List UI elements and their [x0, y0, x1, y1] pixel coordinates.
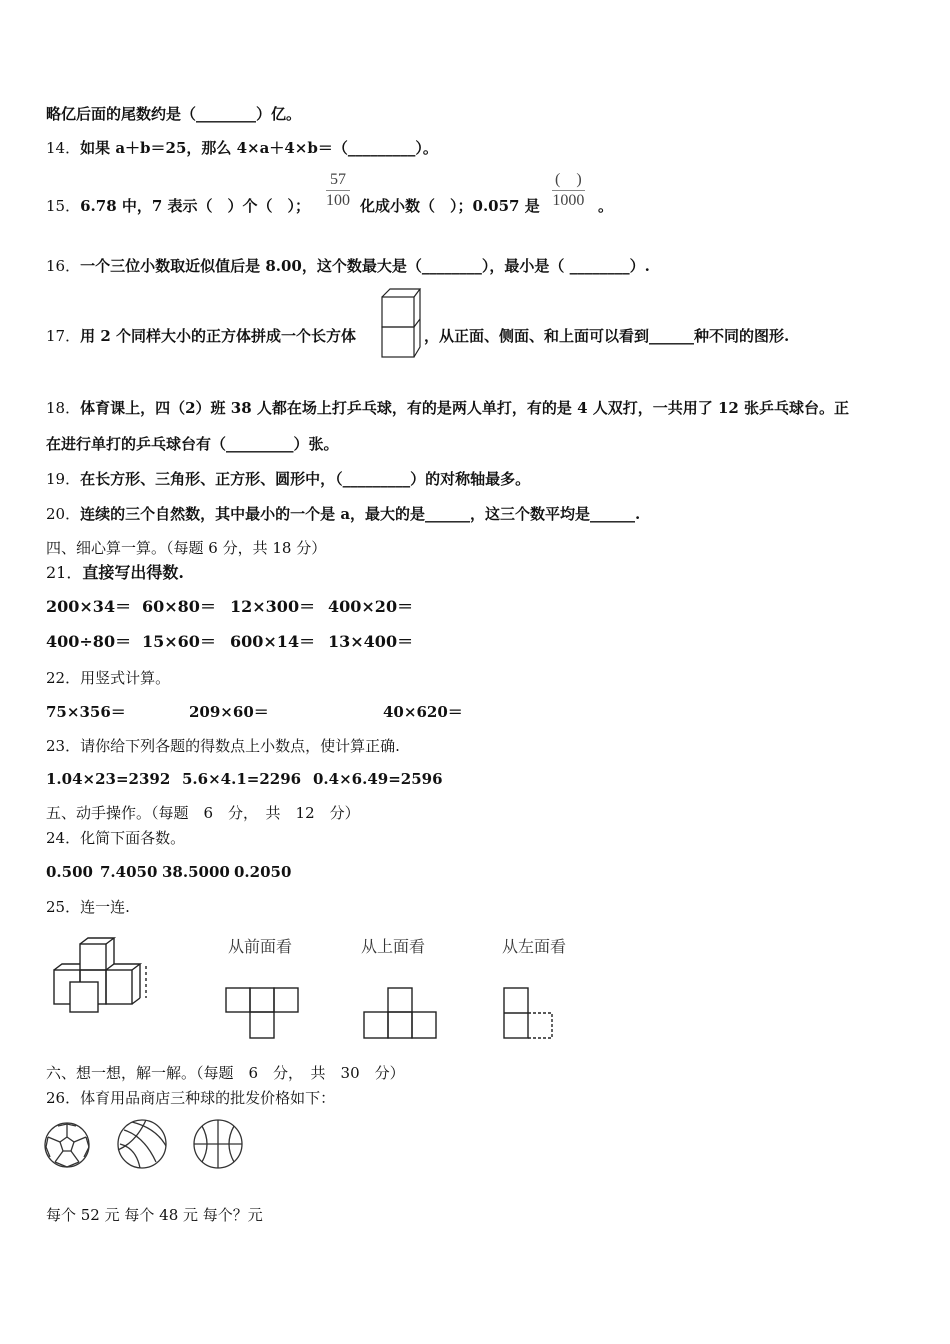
volleyball-icon [116, 1118, 170, 1170]
q16-text: 一个三位小数取近似值后是 8.00，这个数最大是（________），最小是（ ________）. [80, 257, 650, 275]
q17-number: 17． [46, 327, 81, 345]
q21-item: 13×400＝ [328, 632, 414, 651]
q23-item: 0.4×6.49=2596 [313, 770, 443, 788]
q15-frac2-denominator: 1000 [552, 192, 585, 209]
q16-number: 16． [46, 257, 81, 275]
q22-item: 209×60＝ [189, 703, 269, 721]
q19-number: 19． [46, 470, 81, 488]
q15-number: 15． [46, 197, 81, 215]
q21-row-1 [46, 597, 413, 617]
q20-text: 连续的三个自然数，其中最小的一个是 a，最大的是______，这三个数平均是______. [80, 505, 641, 523]
q24-item: 7.4050 [100, 863, 158, 881]
q14-number: 14． [46, 139, 81, 157]
q21-item: 200×34＝ [46, 597, 132, 616]
q23-item: 5.6×4.1=2296 [182, 770, 302, 788]
q17-part1: 用 2 个同样大小的正方体拼成一个长方体 [80, 327, 356, 345]
q21-number: 21． [46, 563, 83, 582]
q22-item: 75×356＝ [46, 703, 126, 721]
q21-item: 600×14＝ [230, 632, 316, 651]
q21-row-2 [46, 632, 413, 652]
q21-item: 400÷80＝ [46, 632, 132, 651]
view-shape-2 [362, 986, 440, 1042]
q24-item: 38.5000 [162, 863, 230, 881]
q21-item: 12×300＝ [230, 597, 316, 616]
q24-number: 24． [46, 829, 81, 847]
q15-fraction-blank-1000 [552, 170, 585, 211]
top-view-label: 从上面看 [361, 937, 426, 956]
q25-number: 25． [46, 898, 81, 916]
q17-part2: ，从正面、侧面、和上面可以看到______种不同的图形. [424, 327, 790, 345]
cuboid-figure [378, 287, 424, 359]
question-16 [46, 256, 650, 276]
q24-item: 0.500 [46, 863, 93, 881]
q22-number: 22． [46, 669, 81, 687]
q15-part2: 化成小数（ ）；0.057 是 [360, 197, 540, 215]
q15-fraction-57-100 [326, 170, 350, 211]
q24-title: 化简下面各数。 [80, 829, 186, 847]
q15-frac2-numerator: ( ) [552, 170, 585, 191]
q18-line1: 体育课上，四（2）班 38 人都在场上打乒乓球，有的是两人单打，有的是 4 人双打，一共用了 12 张乒乓球台。正 [80, 399, 850, 417]
basketball-icon [192, 1118, 244, 1170]
front-view-label: 从前面看 [228, 937, 293, 956]
view-shape-1 [225, 986, 301, 1042]
q15-part3: 。 [598, 197, 614, 215]
view-shape-3 [502, 986, 556, 1042]
q15-frac1-denominator: 100 [326, 192, 350, 209]
q15-frac1-numerator: 57 [326, 170, 350, 191]
question-24 [46, 828, 185, 848]
q26-title: 体育用品商店三种球的批发价格如下： [80, 1089, 336, 1107]
solid-cubes-figure [46, 936, 154, 1016]
section-6-heading: 六、想一想，解一解。（每题 6 分， 共 30 分） [46, 1064, 405, 1082]
section-5-heading: 五、动手操作。（每题 6 分， 共 12 分） [46, 804, 360, 822]
q14-text: 如果 a＋b＝25，那么 4×a＋4×b＝（_________）。 [80, 139, 438, 157]
q21-item: 15×60＝ [142, 632, 216, 651]
q19-text: 在长方形、三角形、正方形、圆形中，（_________）的对称轴最多。 [80, 470, 531, 488]
q15-part1: 6.78 中，7 表示（ ）个（ ）； [80, 197, 311, 215]
q24-items [46, 862, 291, 882]
section-4-heading: 四、细心算一算。（每题 6 分，共 18 分） [46, 539, 327, 557]
question-17 [46, 326, 356, 346]
q22-item: 40×620＝ [383, 703, 463, 721]
q24-item: 0.2050 [234, 863, 292, 881]
question-15 [46, 196, 310, 216]
q22-title: 用竖式计算。 [80, 669, 171, 687]
q18-line2: 在进行单打的乒乓球台有（_________）张。 [46, 435, 339, 453]
q22-items [46, 702, 463, 722]
q13-tail: 略亿后面的尾数约是（________）亿。 [46, 105, 302, 123]
question-23 [46, 736, 400, 756]
q21-item: 400×20＝ [328, 597, 414, 616]
q23-title: 请你给下列各题的得数点上小数点，使计算正确. [80, 737, 400, 755]
question-19 [46, 469, 530, 489]
question-22 [46, 668, 170, 688]
q23-number: 23． [46, 737, 81, 755]
q18-number: 18． [46, 399, 81, 417]
q26-number: 26． [46, 1089, 81, 1107]
question-14 [46, 138, 438, 158]
left-view-label: 从左面看 [502, 937, 567, 956]
question-25 [46, 897, 130, 917]
q21-title: 直接写出得数. [82, 563, 184, 582]
q25-title: 连一连. [80, 898, 130, 916]
soccer-ball-icon [44, 1120, 92, 1170]
q21-item: 60×80＝ [142, 597, 216, 616]
q20-number: 20． [46, 505, 81, 523]
question-20 [46, 504, 640, 524]
question-26 [46, 1088, 335, 1108]
question-21 [46, 563, 184, 583]
q23-items [46, 769, 443, 789]
question-18 [46, 398, 849, 418]
q26-prices: 每个 52 元 每个 48 元 每个？元 [46, 1206, 263, 1224]
q23-item: 1.04×23=2392 [46, 770, 171, 788]
